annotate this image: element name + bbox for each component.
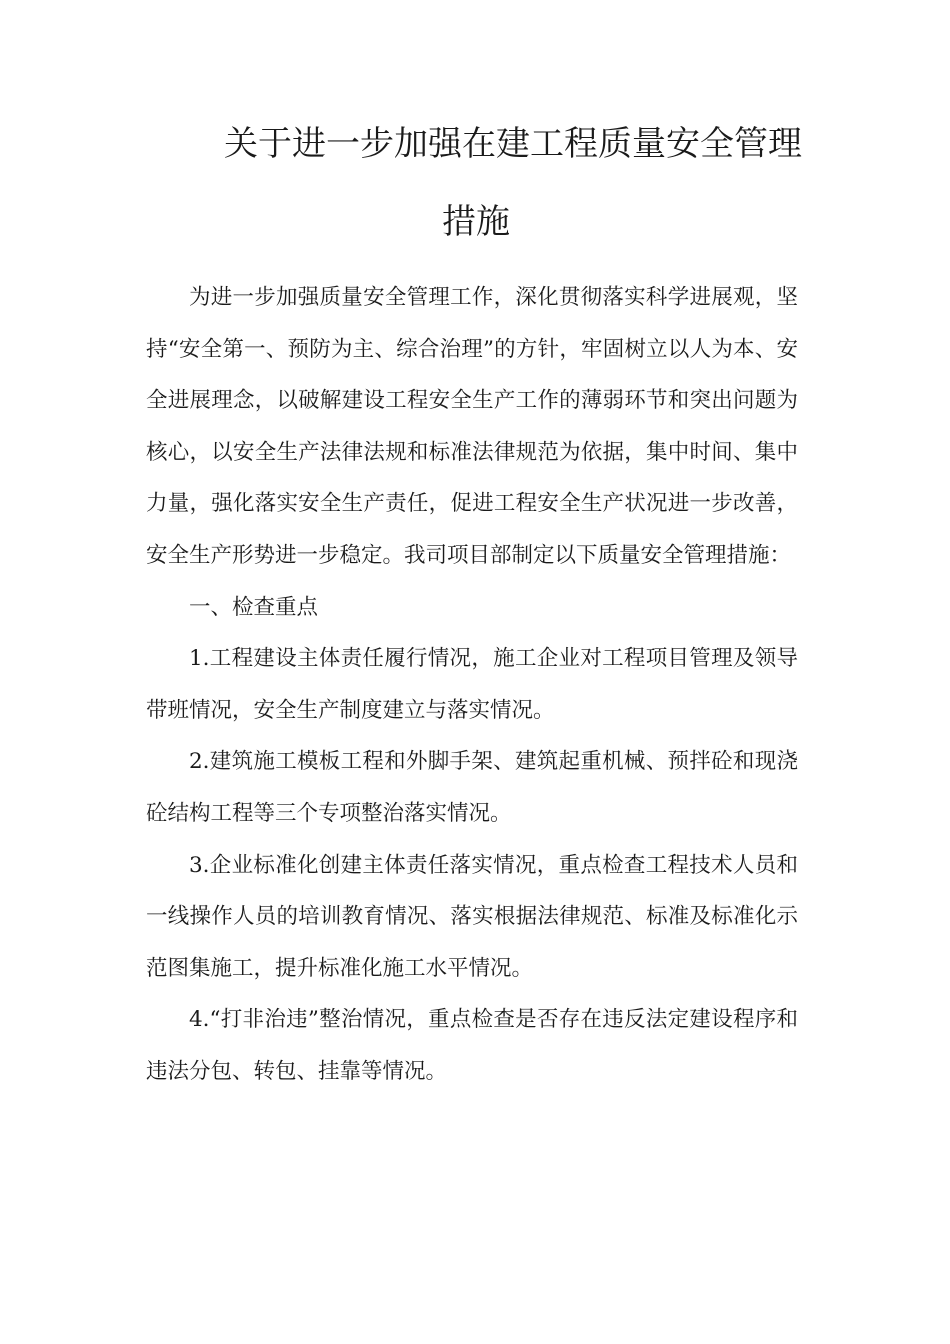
- document-title-line-2: 措施: [442, 202, 510, 242]
- item-paragraph-1: 1.工程建设主体责任履行情况，施工企业对工程项目管理及领导带班情况，安全生产制度建立与落实情况。: [146, 646, 798, 723]
- intro-paragraph: 为进一步加强质量安全管理工作，深化贯彻落实科学进展观，坚持“安全第一、预防为主、综合治理”的方针，牢固树立以人为本、安全进展理念，以破解建设工程安全生产工作的薄弱环节和突出问题为核心，以安全生产法律法规和标准法律规范为依据，集中时间、集中力量，强化落实安全生产责任，促进工程安全生产状况进一步改善，安全生产形势进一步稳定。我司项目部制定以下质量安全管理措施：: [146, 285, 798, 568]
- document-title-line-1: 关于进一步加强在建工程质量安全管理: [224, 124, 802, 164]
- item-paragraph-2: 2.建筑施工模板工程和外脚手架、建筑起重机械、预拌砼和现浇砼结构工程等三个专项整治落实情况。: [146, 749, 798, 826]
- document-body: [146, 272, 798, 1098]
- item-paragraph-4: 4.“打非治违”整治情况，重点检查是否存在违反法定建设程序和违法分包、转包、挂靠等情况。: [146, 1007, 798, 1084]
- section-heading-inspection-focus: 一、检查重点: [189, 594, 319, 620]
- item-paragraph-3: 3.企业标准化创建主体责任落实情况，重点检查工程技术人员和一线操作人员的培训教育情况、落实根据法律规范、标准及标准化示范图集施工，提升标准化施工水平情况。: [146, 852, 798, 981]
